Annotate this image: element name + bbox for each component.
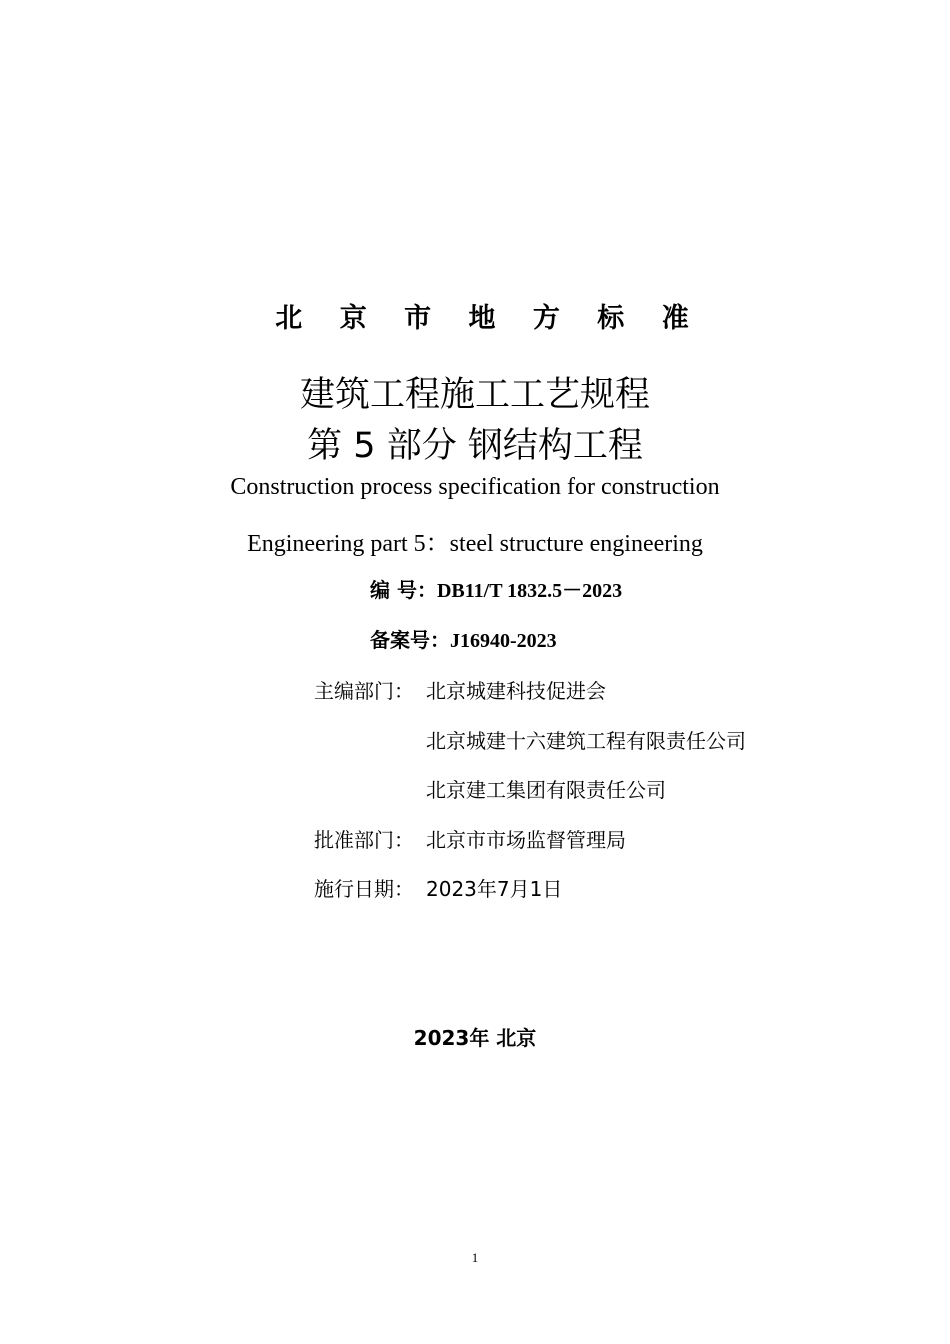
editor-2: 北京城建十六建筑工程有限责任公司 — [426, 729, 746, 753]
record-number-value: J16940-2023 — [450, 630, 557, 652]
publication-year-place: 2023年 北京 — [413, 1026, 537, 1050]
approver-label: 批准部门： — [314, 828, 414, 852]
editor-label: 主编部门： — [314, 679, 414, 703]
editor-1: 北京城建科技促进会 — [426, 679, 606, 703]
title-zh-line1: 建筑工程施工工艺规程 — [299, 375, 650, 415]
effective-date-value: 2023年7月1日 — [426, 877, 563, 901]
editor-3: 北京建工集团有限责任公司 — [426, 778, 666, 802]
approver-value: 北京市市场监督管理局 — [426, 828, 626, 852]
standard-number-value: DB11/T 1832.5－2023 — [436, 580, 623, 602]
standard-type: 北 京 市 地 方 标 准 — [275, 303, 703, 334]
standard-number-label: 编 号： — [370, 578, 437, 602]
page-number: 1 — [471, 1250, 479, 1265]
record-number — [370, 624, 557, 653]
title-en-line1: Construction process specification for construction — [230, 474, 720, 500]
effective-date-label: 施行日期： — [314, 877, 414, 901]
standard-number — [370, 574, 622, 603]
title-en-line2: Engineering part 5：steel structure engineering — [247, 531, 703, 557]
title-zh-line2: 第 5 部分 钢结构工程 — [307, 426, 643, 466]
record-number-label: 备案号： — [370, 628, 450, 652]
